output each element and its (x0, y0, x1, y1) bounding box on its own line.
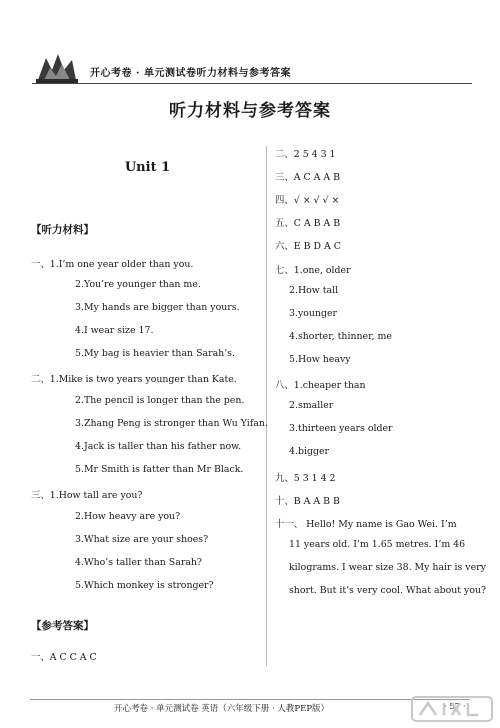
answer-line: 一、A C C A C (31, 652, 97, 663)
listening-heading: 【听力材料】 (31, 224, 94, 236)
list-item: 5.Which monkey is stronger? (75, 580, 214, 591)
answer-line: 2.How tall (289, 285, 339, 296)
answer-line: 11 years old. I’m 1.65 metres. I’m 46 (289, 539, 466, 550)
answer-line: 三、A C A A B (275, 172, 341, 183)
list-item: 5.Mr Smith is fatter than Mr Black. (75, 464, 244, 475)
answer-line: 五、C A B A B (275, 218, 341, 229)
answer-line: 六、E B D A C (275, 241, 341, 252)
watermark-icon (408, 693, 496, 725)
list-item: 2.The pencil is longer than the pen. (75, 395, 245, 406)
answers-heading: 【参考答案】 (31, 620, 94, 632)
header-rule (32, 83, 472, 84)
list-item: 2.How heavy are you? (75, 511, 181, 522)
answer-line: kilograms. I wear size 38. My hair is very (289, 562, 486, 573)
page-header (32, 50, 472, 84)
page-number: · 57 · (444, 702, 466, 712)
list-item: 4.I wear size 17. (75, 325, 154, 336)
page-footer (30, 699, 470, 713)
footer-rule (30, 699, 470, 700)
answer-line: 4.bigger (289, 446, 329, 457)
list-item: 三、1.How tall are you? (31, 490, 143, 501)
list-item: 2.You’re younger than me. (75, 279, 201, 290)
answer-line: 二、2 5 4 3 1 (275, 149, 336, 160)
answer-line: 3.thirteen years older (289, 423, 393, 434)
answer-line: short. But it’s very cool. What about you? (289, 585, 487, 596)
list-item: 5.My bag is heavier than Sarah’s. (75, 348, 235, 359)
footer-text: 开心考卷 · 单元测试卷 英语（六年级下册 · 人教PEP版） (114, 704, 330, 714)
list-item: 3.Zhang Peng is stronger than Wu Yifan. (75, 418, 268, 429)
unit-heading: Unit 1 (124, 160, 171, 175)
answer-line: 5.How heavy (289, 354, 351, 365)
answer-line: 九、5 3 1 4 2 (275, 473, 336, 484)
list-item: 一、1.I’m one year older than you. (31, 259, 194, 270)
header-text: 开心考卷 · 单元测试卷听力材料与参考答案 (90, 68, 291, 79)
list-item: 3.What size are your shoes? (75, 534, 209, 545)
answer-line: 3.younger (289, 308, 337, 319)
answer-line: 十、B A A B B (275, 496, 340, 507)
list-item: 3.My hands are bigger than yours. (75, 302, 240, 313)
answer-line: 七、1.one, older (275, 265, 351, 276)
answer-line: 十一、 Hello! My name is Gao Wei. I’m (275, 519, 457, 530)
list-item: 4.Jack is taller than his father now. (75, 441, 242, 452)
answer-line: 四、√ × √ √ × (275, 195, 340, 206)
list-item: 4.Who’s taller than Sarah? (75, 557, 202, 568)
answer-line: 八、1.cheaper than (275, 380, 366, 391)
logo-icon (32, 50, 82, 84)
column-divider (266, 146, 267, 666)
list-item: 二、1.Mike is two years younger than Kate. (31, 374, 237, 385)
answer-line: 4.shorter, thinner, me (289, 331, 392, 342)
answer-line: 2.smaller (289, 400, 334, 411)
page-title: 听力材料与参考答案 (169, 101, 331, 121)
